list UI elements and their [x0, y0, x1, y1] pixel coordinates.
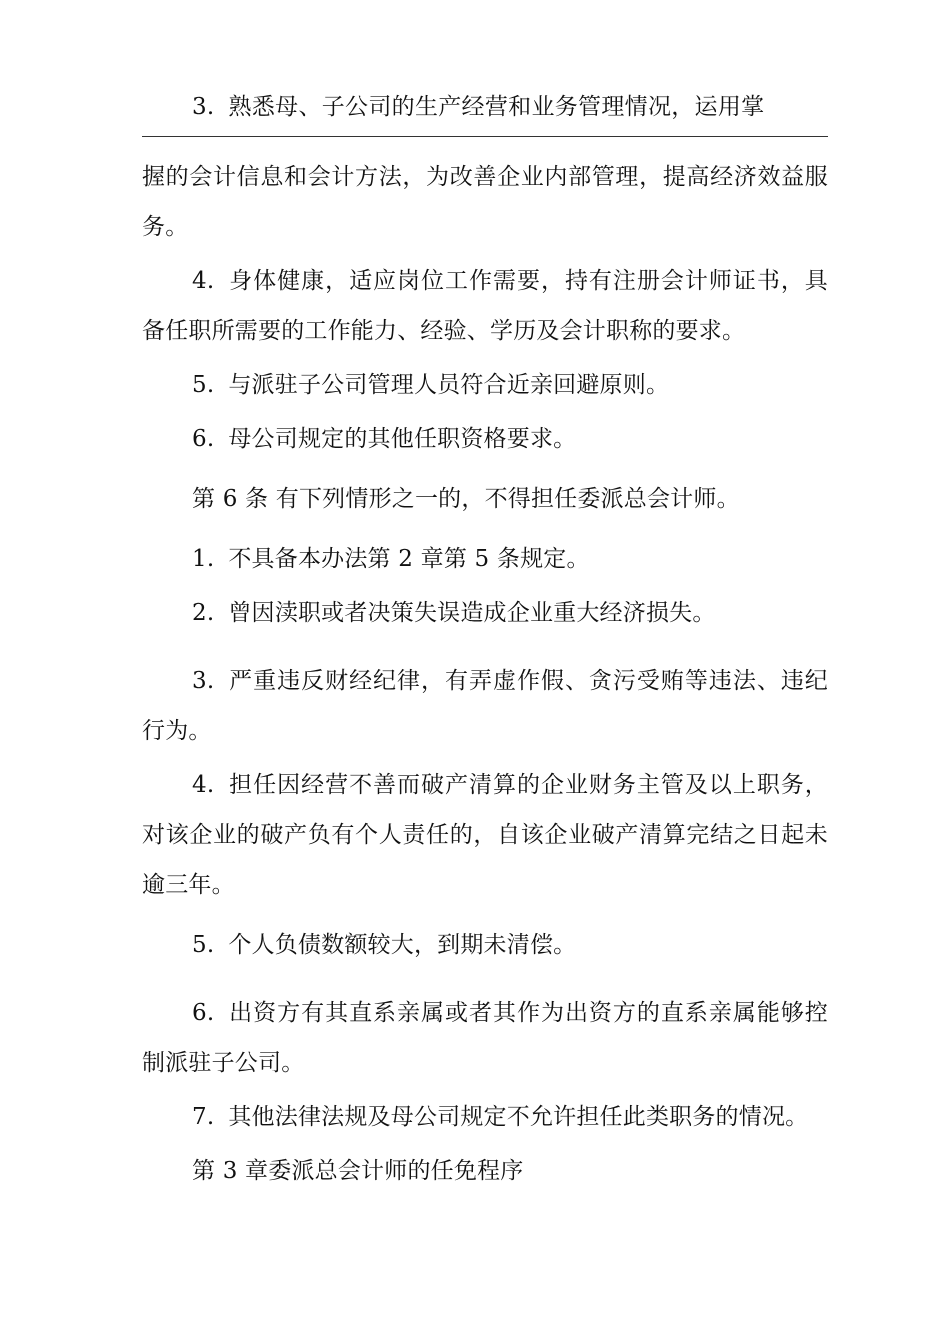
article-6-item-4: 4. 担任因经营不善而破产清算的企业财务主管及以上职务，对该企业的破产负有个人责任的，自该企业破产清算完结之日起未逾三年。: [142, 772, 828, 898]
article-6-item-2: 2. 曾因渎职或者决策失误造成企业重大经济损失。: [192, 600, 716, 626]
paragraph-item-5: 5. 与派驻子公司管理人员符合近亲回避原则。: [192, 372, 670, 398]
paragraph-continuation: 握的会计信息和会计方法，为改善企业内部管理，提高经济效益服务。: [142, 164, 828, 240]
article-6-item-1: 1. 不具备本办法第 2 章第 5 条规定。: [192, 546, 590, 572]
paragraph-item-6: 6. 母公司规定的其他任职资格要求。: [192, 426, 577, 452]
page-header: [142, 82, 828, 137]
article-6-heading: 第 6 条 有下列情形之一的，不得担任委派总会计师。: [192, 486, 740, 512]
chapter-3-heading: 第 3 章委派总会计师的任免程序: [192, 1158, 524, 1184]
article-6-item-5: 5. 个人负债数额较大，到期未清偿。: [192, 932, 577, 958]
article-6-item-3: 3. 严重违反财经纪律，有弄虚作假、贪污受贿等违法、违纪行为。: [142, 668, 828, 744]
article-6-item-6: 6. 出资方有其直系亲属或者其作为出资方的直系亲属能够控制派驻子公司。: [142, 1000, 828, 1076]
header-item-text: 熟悉母、子公司的生产经营和业务管理情况，运用掌: [228, 94, 765, 120]
document-body: [142, 152, 828, 1196]
paragraph-item-4: 4. 身体健康，适应岗位工作需要，持有注册会计师证书，具备任职所需要的工作能力、经验、学历及会计职称的要求。: [142, 268, 828, 344]
header-item-number: 3.: [192, 94, 215, 120]
article-6-item-7: 7. 其他法律法规及母公司规定不允许担任此类职务的情况。: [192, 1104, 809, 1130]
header-text: [192, 88, 764, 121]
